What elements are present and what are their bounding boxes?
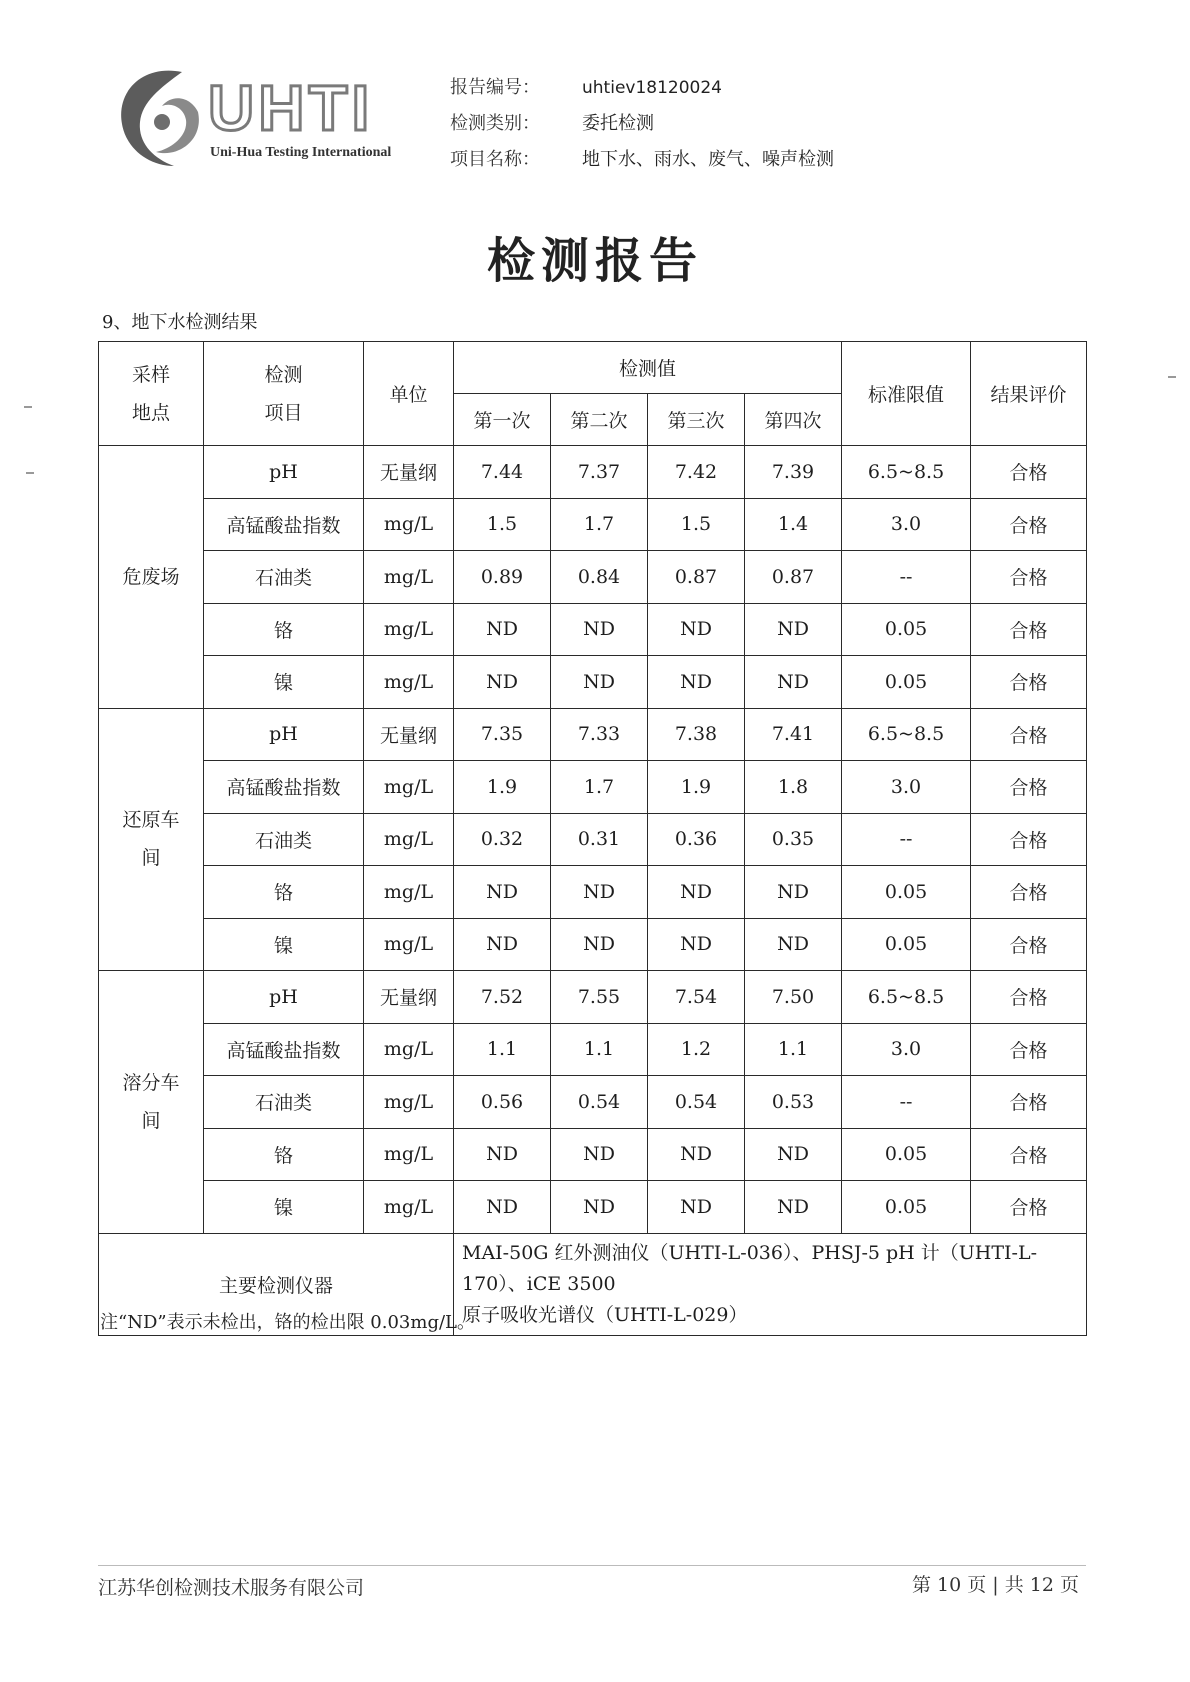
value-cell: ND (745, 1181, 842, 1234)
value-cell: 7.33 (551, 708, 648, 761)
table-row (99, 813, 1087, 866)
item-cell: 镍 (204, 1181, 364, 1234)
scan-speck (24, 406, 32, 408)
value-cell: 0.32 (454, 813, 551, 866)
table-row (99, 761, 1087, 814)
value-cell: 1.9 (454, 761, 551, 814)
item-cell: pH (204, 708, 364, 761)
value-cell: ND (454, 1181, 551, 1234)
item-cell: 铬 (204, 1128, 364, 1181)
header-run-4: 第四次 (745, 394, 842, 446)
footer-divider (98, 1565, 1086, 1566)
project-name-value: 地下水、雨水、废气、噪声检测 (582, 149, 834, 170)
scan-speck (1168, 376, 1176, 378)
footer-company: 江苏华创检测技术服务有限公司 (98, 1577, 365, 1599)
value-cell: 1.1 (551, 1023, 648, 1076)
unit-cell: mg/L (364, 918, 454, 971)
header-run-3: 第三次 (648, 394, 745, 446)
evaluation-cell: 合格 (971, 813, 1087, 866)
value-cell: 1.7 (551, 498, 648, 551)
value-cell: ND (648, 866, 745, 919)
value-cell: ND (454, 918, 551, 971)
unit-cell: mg/L (364, 551, 454, 604)
report-meta (450, 70, 834, 178)
value-cell: ND (454, 603, 551, 656)
value-cell: 0.54 (648, 1076, 745, 1129)
item-cell: 铬 (204, 866, 364, 919)
value-cell: 1.9 (648, 761, 745, 814)
company-logo (112, 62, 412, 182)
item-cell: pH (204, 446, 364, 499)
value-cell: 1.4 (745, 498, 842, 551)
table-row (99, 971, 1087, 1024)
limit-cell: -- (842, 813, 971, 866)
value-cell: ND (454, 656, 551, 709)
value-cell: 0.31 (551, 813, 648, 866)
logo-wordmark: UHTI (208, 72, 374, 144)
value-cell: 1.8 (745, 761, 842, 814)
value-cell: ND (454, 866, 551, 919)
value-cell: ND (745, 656, 842, 709)
report-number-row (450, 70, 834, 106)
header-run-2: 第二次 (551, 394, 648, 446)
value-cell: ND (745, 603, 842, 656)
item-cell: 石油类 (204, 813, 364, 866)
unit-cell: mg/L (364, 1128, 454, 1181)
site-cell: 危废场 (99, 446, 204, 709)
value-cell: 1.1 (454, 1023, 551, 1076)
evaluation-cell: 合格 (971, 1181, 1087, 1234)
header-unit: 单位 (364, 342, 454, 446)
evaluation-cell: 合格 (971, 551, 1087, 604)
unit-cell: mg/L (364, 656, 454, 709)
evaluation-cell: 合格 (971, 1023, 1087, 1076)
unit-cell: 无量纲 (364, 708, 454, 761)
unit-cell: 无量纲 (364, 971, 454, 1024)
evaluation-cell: 合格 (971, 656, 1087, 709)
site-cell: 溶分车 间 (99, 971, 204, 1234)
unit-cell: mg/L (364, 813, 454, 866)
header-evaluation: 结果评价 (971, 342, 1087, 446)
scan-speck (26, 472, 34, 474)
unit-cell: mg/L (364, 1023, 454, 1076)
project-name-label: 项目名称： (450, 149, 540, 170)
section-title: 9、地下水检测结果 (102, 312, 258, 333)
footer-page-number: 第 10 页 | 共 12 页 (912, 1574, 1079, 1596)
table-row (99, 498, 1087, 551)
evaluation-cell: 合格 (971, 971, 1087, 1024)
test-category-label: 检测类别： (450, 113, 540, 134)
table-row (99, 446, 1087, 499)
table-row (99, 1023, 1087, 1076)
value-cell: 7.39 (745, 446, 842, 499)
value-cell: 0.89 (454, 551, 551, 604)
value-cell: 7.38 (648, 708, 745, 761)
value-cell: 1.5 (648, 498, 745, 551)
value-cell: ND (551, 656, 648, 709)
item-cell: 高锰酸盐指数 (204, 498, 364, 551)
value-cell: 1.5 (454, 498, 551, 551)
limit-cell: 0.05 (842, 866, 971, 919)
table-row (99, 1128, 1087, 1181)
value-cell: ND (648, 603, 745, 656)
value-cell: 7.41 (745, 708, 842, 761)
header-site: 采样 地点 (99, 342, 204, 446)
limit-cell: 6.5~8.5 (842, 708, 971, 761)
value-cell: 7.55 (551, 971, 648, 1024)
table-row (99, 603, 1087, 656)
header-values-group: 检测值 (454, 342, 842, 394)
unit-cell: 无量纲 (364, 446, 454, 499)
value-cell: ND (551, 603, 648, 656)
unit-cell: mg/L (364, 761, 454, 814)
value-cell: ND (648, 656, 745, 709)
item-cell: 高锰酸盐指数 (204, 1023, 364, 1076)
item-cell: 高锰酸盐指数 (204, 761, 364, 814)
evaluation-cell: 合格 (971, 866, 1087, 919)
value-cell: 0.87 (648, 551, 745, 604)
value-cell: 7.42 (648, 446, 745, 499)
limit-cell: 0.05 (842, 656, 971, 709)
unit-cell: mg/L (364, 866, 454, 919)
logo-swirl-icon (112, 62, 208, 174)
value-cell: 7.50 (745, 971, 842, 1024)
value-cell: 7.44 (454, 446, 551, 499)
evaluation-cell: 合格 (971, 918, 1087, 971)
value-cell: ND (454, 1128, 551, 1181)
limit-cell: 6.5~8.5 (842, 971, 971, 1024)
item-cell: 铬 (204, 603, 364, 656)
limit-cell: 0.05 (842, 918, 971, 971)
evaluation-cell: 合格 (971, 1076, 1087, 1129)
value-cell: 7.35 (454, 708, 551, 761)
value-cell: 1.1 (745, 1023, 842, 1076)
value-cell: 7.37 (551, 446, 648, 499)
logo-tagline: Uni-Hua Testing International (210, 145, 392, 160)
value-cell: ND (745, 866, 842, 919)
report-number-value: uhtiev18120024 (582, 78, 722, 98)
value-cell: ND (745, 918, 842, 971)
header-limit: 标准限值 (842, 342, 971, 446)
page-title: 检测报告 (486, 233, 703, 289)
value-cell: ND (745, 1128, 842, 1181)
limit-cell: 0.05 (842, 1128, 971, 1181)
limit-cell: 3.0 (842, 761, 971, 814)
header-run-1: 第一次 (454, 394, 551, 446)
limit-cell: -- (842, 1076, 971, 1129)
table-row (99, 1076, 1087, 1129)
site-cell: 还原车 间 (99, 708, 204, 971)
value-cell: 7.52 (454, 971, 551, 1024)
item-cell: 石油类 (204, 551, 364, 604)
evaluation-cell: 合格 (971, 761, 1087, 814)
limit-cell: 3.0 (842, 498, 971, 551)
value-cell: ND (551, 866, 648, 919)
table-row (99, 708, 1087, 761)
table-row (99, 1181, 1087, 1234)
unit-cell: mg/L (364, 498, 454, 551)
evaluation-cell: 合格 (971, 446, 1087, 499)
value-cell: 1.2 (648, 1023, 745, 1076)
instruments-label: 主要检测仪器 (99, 1233, 454, 1335)
item-cell: 石油类 (204, 1076, 364, 1129)
limit-cell: 6.5~8.5 (842, 446, 971, 499)
value-cell: 0.36 (648, 813, 745, 866)
table-header-row (99, 342, 1087, 394)
value-cell: 0.56 (454, 1076, 551, 1129)
value-cell: 0.87 (745, 551, 842, 604)
value-cell: ND (648, 1128, 745, 1181)
instruments-line-1: MAI-50G 红外测油仪（UHTI-L-036）、PHSJ-5 pH 计（UHTI-L-170）、iCE 3500 (462, 1241, 1038, 1295)
instruments-line-2: 原子吸收光谱仪（UHTI-L-029） (462, 1303, 748, 1326)
table-row (99, 918, 1087, 971)
value-cell: 7.54 (648, 971, 745, 1024)
table-row (99, 866, 1087, 919)
project-name-row (450, 142, 834, 178)
value-cell: ND (551, 1181, 648, 1234)
value-cell: 0.54 (551, 1076, 648, 1129)
limit-cell: 0.05 (842, 603, 971, 656)
item-cell: 镍 (204, 656, 364, 709)
value-cell: 0.84 (551, 551, 648, 604)
evaluation-cell: 合格 (971, 708, 1087, 761)
results-table-body (99, 342, 1087, 1336)
table-row (99, 551, 1087, 604)
test-category-row (450, 106, 834, 142)
value-cell: ND (648, 918, 745, 971)
value-cell: 0.53 (745, 1076, 842, 1129)
item-cell: 镍 (204, 918, 364, 971)
value-cell: ND (551, 1128, 648, 1181)
test-category-value: 委托检测 (582, 113, 654, 134)
evaluation-cell: 合格 (971, 498, 1087, 551)
limit-cell: 0.05 (842, 1181, 971, 1234)
instruments-list (454, 1233, 1087, 1335)
unit-cell: mg/L (364, 1181, 454, 1234)
evaluation-cell: 合格 (971, 603, 1087, 656)
unit-cell: mg/L (364, 1076, 454, 1129)
value-cell: 0.35 (745, 813, 842, 866)
footnote: 注“ND”表示未检出，铬的检出限 0.03mg/L。 (100, 1312, 475, 1333)
header-item: 检测 项目 (204, 342, 364, 446)
value-cell: ND (648, 1181, 745, 1234)
limit-cell: 3.0 (842, 1023, 971, 1076)
value-cell: ND (551, 918, 648, 971)
table-row (99, 656, 1087, 709)
item-cell: pH (204, 971, 364, 1024)
limit-cell: -- (842, 551, 971, 604)
unit-cell: mg/L (364, 603, 454, 656)
evaluation-cell: 合格 (971, 1128, 1087, 1181)
results-table (98, 341, 1087, 1336)
report-number-label: 报告编号： (450, 77, 540, 98)
value-cell: 1.7 (551, 761, 648, 814)
